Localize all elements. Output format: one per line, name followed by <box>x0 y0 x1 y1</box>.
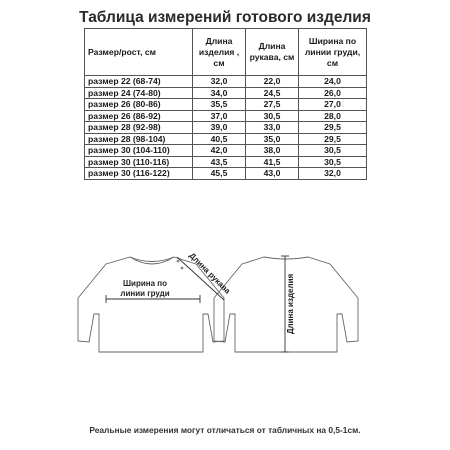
value-cell: 34,0 <box>193 87 246 99</box>
table-row <box>85 110 367 122</box>
size-table <box>84 28 367 180</box>
header-sleeve: Длина рукава, см <box>246 29 299 76</box>
chest-label-line1: Ширина по <box>123 279 167 288</box>
footnote: Реальные измерения могут отличаться от табличных на 0,5-1см. <box>89 425 361 435</box>
value-cell: 28,0 <box>299 110 367 122</box>
table-body <box>85 76 367 180</box>
table-row <box>85 133 367 145</box>
size-cell: размер 24 (74-80) <box>85 87 193 99</box>
table-row <box>85 87 367 99</box>
table-row <box>85 168 367 180</box>
value-cell: 32,0 <box>193 76 246 88</box>
size-cell: размер 22 (68-74) <box>85 76 193 88</box>
value-cell: 29,5 <box>299 133 367 145</box>
value-cell: 22,0 <box>246 76 299 88</box>
value-cell: 24,0 <box>299 76 367 88</box>
table-row <box>85 76 367 88</box>
value-cell: 35,0 <box>246 133 299 145</box>
sleeve-label: Длина рукава <box>187 250 233 296</box>
value-cell: 29,5 <box>299 122 367 134</box>
button-icon <box>181 267 184 270</box>
size-cell: размер 28 (98-104) <box>85 133 193 145</box>
size-cell: размер 28 (92-98) <box>85 122 193 134</box>
front-neckline <box>130 257 174 264</box>
size-cell: размер 26 (80-86) <box>85 99 193 111</box>
header-chest: Ширина по линии груди, см <box>299 29 367 76</box>
page-title: Таблица измерений готового изделия <box>79 9 371 26</box>
value-cell: 37,0 <box>193 110 246 122</box>
size-cell: размер 26 (86-92) <box>85 110 193 122</box>
size-cell: размер 30 (110-116) <box>85 156 193 168</box>
size-cell: размер 30 (104-110) <box>85 145 193 157</box>
value-cell: 32,0 <box>299 168 367 180</box>
chest-label-line2: линии груди <box>120 289 170 298</box>
value-cell: 42,0 <box>193 145 246 157</box>
value-cell: 43,0 <box>246 168 299 180</box>
value-cell: 35,5 <box>193 99 246 111</box>
garment-diagram <box>0 238 450 358</box>
value-cell: 33,0 <box>246 122 299 134</box>
value-cell: 24,5 <box>246 87 299 99</box>
header-size: Размер/рост, см <box>85 29 193 76</box>
table-header-row <box>85 29 367 76</box>
header-length: Длина изделия , см <box>193 29 246 76</box>
button-icon <box>177 260 180 263</box>
value-cell: 39,0 <box>193 122 246 134</box>
table-row <box>85 156 367 168</box>
size-cell: размер 30 (116-122) <box>85 168 193 180</box>
value-cell: 43,5 <box>193 156 246 168</box>
value-cell: 30,5 <box>299 156 367 168</box>
value-cell: 45,5 <box>193 168 246 180</box>
value-cell: 27,0 <box>299 99 367 111</box>
table-row <box>85 145 367 157</box>
value-cell: 40,5 <box>193 133 246 145</box>
value-cell: 27,5 <box>246 99 299 111</box>
value-cell: 41,5 <box>246 156 299 168</box>
value-cell: 30,5 <box>299 145 367 157</box>
length-label: Длина изделия <box>286 273 295 335</box>
table-row <box>85 122 367 134</box>
value-cell: 26,0 <box>299 87 367 99</box>
value-cell: 30,5 <box>246 110 299 122</box>
table-row <box>85 99 367 111</box>
value-cell: 38,0 <box>246 145 299 157</box>
